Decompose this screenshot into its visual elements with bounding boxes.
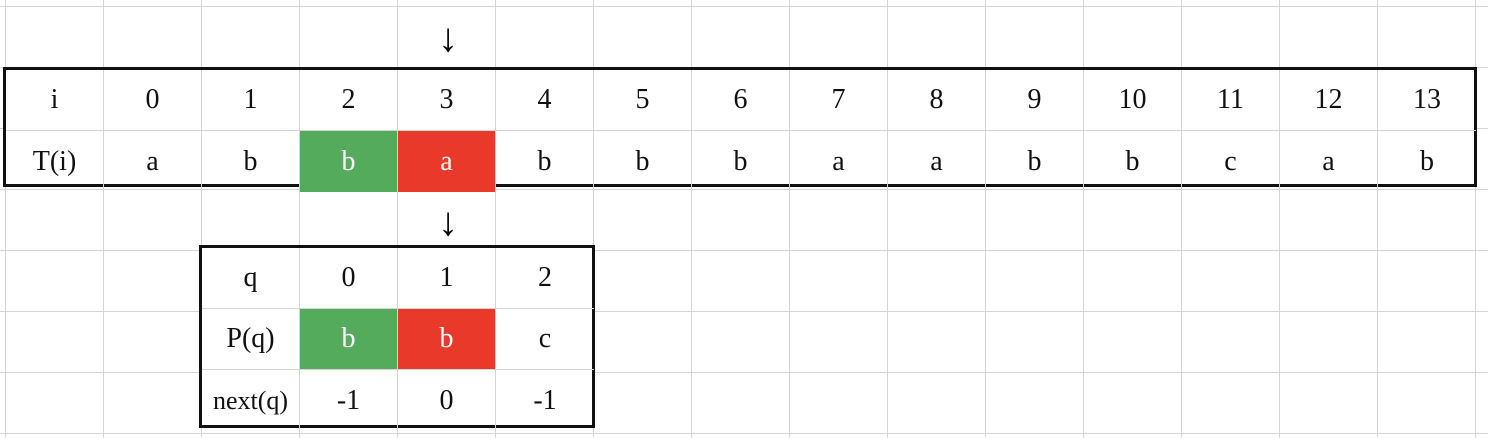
- pattern-char-header: P(q): [202, 309, 300, 370]
- pattern-index-header: q: [202, 248, 300, 309]
- pointer-arrow-pattern: ↓: [438, 199, 458, 244]
- next-row: [202, 370, 594, 431]
- index-cell: 3: [398, 70, 496, 131]
- index-cell: 8: [888, 70, 986, 131]
- index-cell: 11: [1182, 70, 1280, 131]
- pattern-cell-mismatch: b: [398, 309, 496, 370]
- next-cell: -1: [300, 370, 398, 431]
- text-cell: a: [104, 131, 202, 192]
- text-cell: b: [594, 131, 692, 192]
- pattern-index-row: [202, 248, 594, 309]
- index-row: [6, 70, 1476, 131]
- index-cell: 10: [1084, 70, 1182, 131]
- pointer-arrow-text: ↓: [438, 15, 458, 60]
- text-cell: a: [888, 131, 986, 192]
- text-cell: b: [986, 131, 1084, 192]
- text-row-header: T(i): [6, 131, 104, 192]
- index-cell: 9: [986, 70, 1084, 131]
- index-cell: 12: [1280, 70, 1378, 131]
- pattern-index-cell: 1: [398, 248, 496, 309]
- text-cell-matched: b: [300, 131, 398, 192]
- pattern-index-cell: 0: [300, 248, 398, 309]
- pattern-char-row: [202, 309, 594, 370]
- index-cell: 1: [202, 70, 300, 131]
- index-cell: 6: [692, 70, 790, 131]
- text-cell: b: [496, 131, 594, 192]
- pattern-index-cell: 2: [496, 248, 594, 309]
- index-row-header: i: [6, 70, 104, 131]
- pattern-cell-matched: b: [300, 309, 398, 370]
- text-cell-mismatch: a: [398, 131, 496, 192]
- text-cell: b: [1420, 145, 1434, 177]
- index-cell: 0: [104, 70, 202, 131]
- text-cell: b: [202, 131, 300, 192]
- text-cell: b: [692, 131, 790, 192]
- text-cell: c: [1182, 131, 1280, 192]
- index-cell: 5: [594, 70, 692, 131]
- text-table: [3, 67, 1477, 187]
- text-cell: a: [790, 131, 888, 192]
- text-cell: b: [1084, 131, 1182, 192]
- next-cell: -1: [533, 384, 557, 416]
- index-cell: 4: [496, 70, 594, 131]
- pattern-table: [199, 245, 595, 428]
- text-cell: a: [1280, 131, 1378, 192]
- index-cell: 13: [1378, 70, 1476, 131]
- pattern-char-cell: c: [496, 309, 594, 370]
- next-cell: 0: [398, 370, 496, 431]
- next-row-header: next(q): [202, 370, 300, 431]
- text-row: [6, 131, 1476, 192]
- index-cell: 7: [790, 70, 888, 131]
- index-cell: 2: [300, 70, 398, 131]
